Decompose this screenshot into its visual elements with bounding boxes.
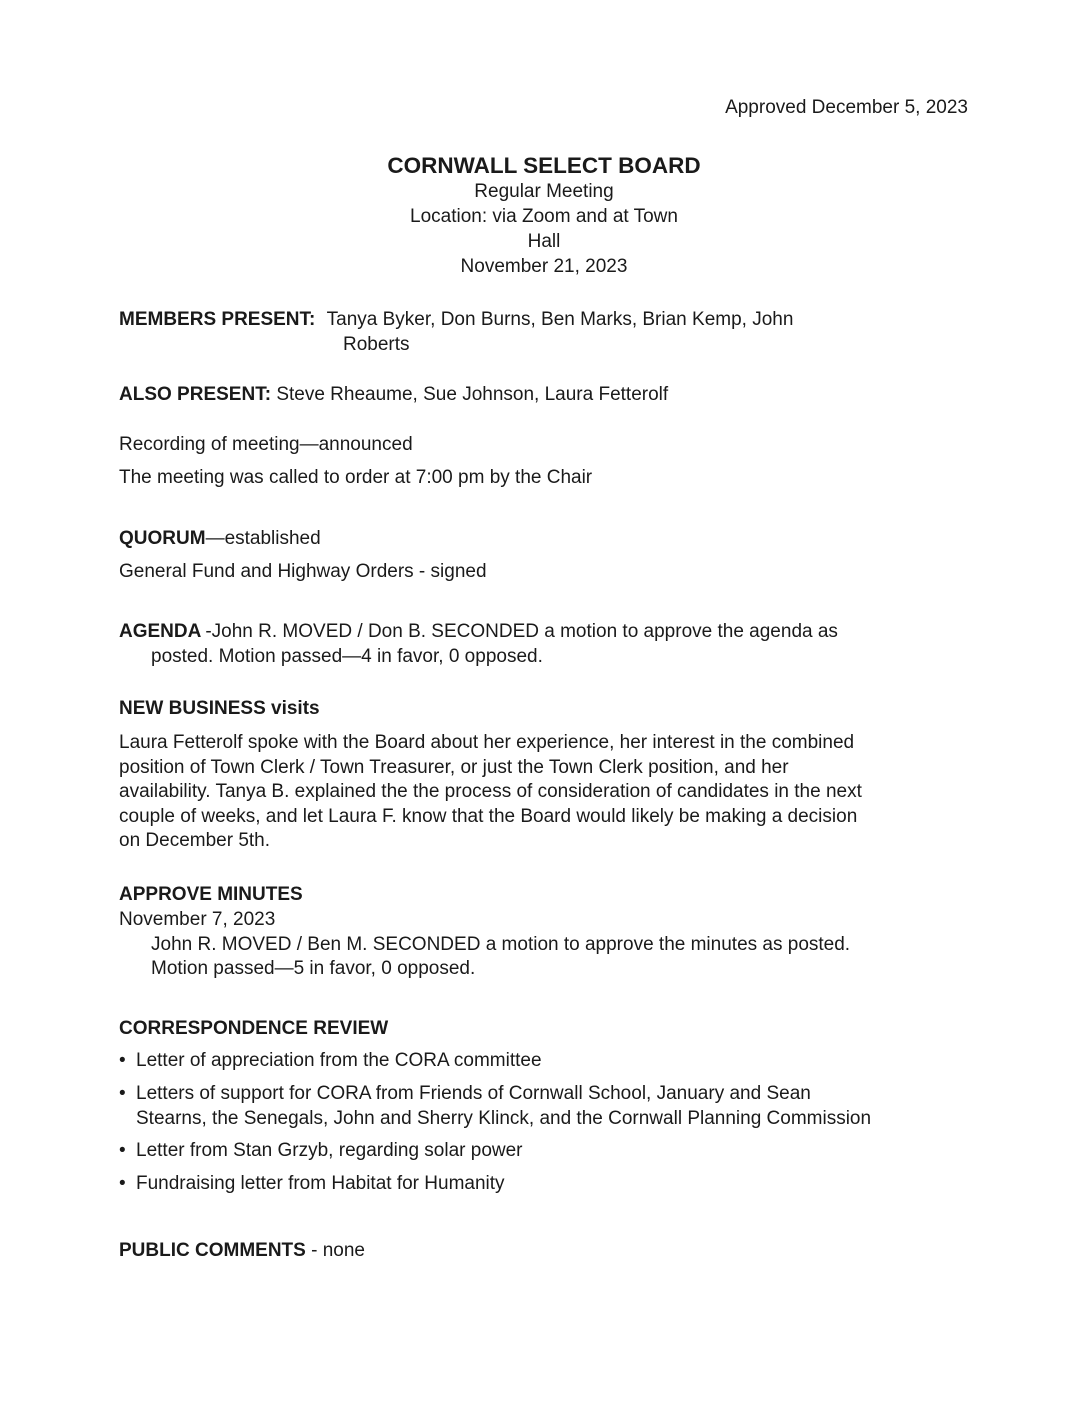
meeting-type: Regular Meeting: [474, 181, 614, 202]
correspondence-item-text: Letter of appreciation from the CORA committee: [136, 1050, 542, 1071]
bullet: •: [119, 1083, 126, 1104]
minutes-motion-line2: Motion passed—5 in favor, 0 opposed.: [151, 958, 476, 979]
quorum-label: QUORUM: [119, 528, 206, 549]
correspondence-heading: CORRESPONDENCE REVIEW: [119, 1018, 389, 1039]
bullet: •: [119, 1173, 126, 1194]
document-title: CORNWALL SELECT BOARD: [387, 153, 701, 178]
correspondence-item: [119, 1050, 542, 1072]
members-present-line1: [119, 309, 793, 331]
also-present-names: Steve Rheaume, Sue Johnson, Laura Fetterolf: [276, 384, 669, 405]
orders-signed: General Fund and Highway Orders - signed: [119, 561, 487, 582]
new-business-line: position of Town Clerk / Town Treasurer, or just the Town Clerk position, and her: [119, 757, 789, 778]
quorum: [119, 528, 321, 550]
correspondence-item-text: Letters of support for CORA from Friends of Cornwall School, January and Sean: [136, 1083, 811, 1104]
bullet: •: [119, 1050, 126, 1071]
correspondence-item: [119, 1140, 523, 1162]
call-to-order: The meeting was called to order at 7:00 pm by the Chair: [119, 467, 593, 488]
meeting-location-line2: Hall: [527, 231, 561, 252]
members-present-names: Tanya Byker, Don Burns, Ben Marks, Brian Kemp, John: [326, 309, 794, 330]
correspondence-item: [119, 1083, 811, 1105]
new-business-line: couple of weeks, and let Laura F. know that the Board would likely be making a decision: [119, 806, 858, 827]
meeting-location-line1: Location: via Zoom and at Town: [410, 206, 678, 227]
new-business-heading: NEW BUSINESS visits: [119, 698, 320, 719]
also-present-label: ALSO PRESENT:: [119, 384, 272, 405]
public-comments: [119, 1240, 365, 1262]
members-present-label: MEMBERS PRESENT:: [119, 309, 316, 330]
public-comments-label: PUBLIC COMMENTS: [119, 1240, 306, 1261]
agenda-label: AGENDA: [119, 621, 202, 642]
agenda-line1: [119, 621, 838, 643]
also-present: [119, 384, 668, 406]
correspondence-item: [119, 1173, 505, 1195]
meeting-date: November 21, 2023: [460, 256, 628, 277]
new-business-line: Laura Fetterolf spoke with the Board about her experience, her interest in the combined: [119, 732, 855, 753]
correspondence-item-text: Fundraising letter from Habitat for Humanity: [136, 1173, 505, 1194]
correspondence-item-text: Letter from Stan Grzyb, regarding solar power: [136, 1140, 523, 1161]
minutes-motion-line1: John R. MOVED / Ben M. SECONDED a motion to approve the minutes as posted.: [151, 934, 851, 955]
new-business-line: on December 5th.: [119, 830, 271, 851]
quorum-text: —established: [205, 528, 321, 549]
bullet: •: [119, 1140, 126, 1161]
new-business-line: availability. Tanya B. explained the the process of consideration of candidates in the next: [119, 781, 862, 802]
agenda-line2: posted. Motion passed—4 in favor, 0 opposed.: [151, 646, 543, 667]
recording-note: Recording of meeting—announced: [119, 434, 413, 455]
approval-date: Approved December 5, 2023: [725, 97, 968, 118]
minutes-date: November 7, 2023: [119, 909, 276, 930]
agenda-motion: -John R. MOVED / Don B. SECONDED a motion to approve the agenda as: [205, 621, 838, 642]
public-comments-text: - none: [305, 1240, 365, 1261]
members-present-line2: Roberts: [343, 334, 410, 355]
approve-minutes-heading: APPROVE MINUTES: [119, 884, 303, 905]
correspondence-item-continued: Stearns, the Senegals, John and Sherry Klinck, and the Cornwall Planning Commission: [136, 1108, 872, 1129]
